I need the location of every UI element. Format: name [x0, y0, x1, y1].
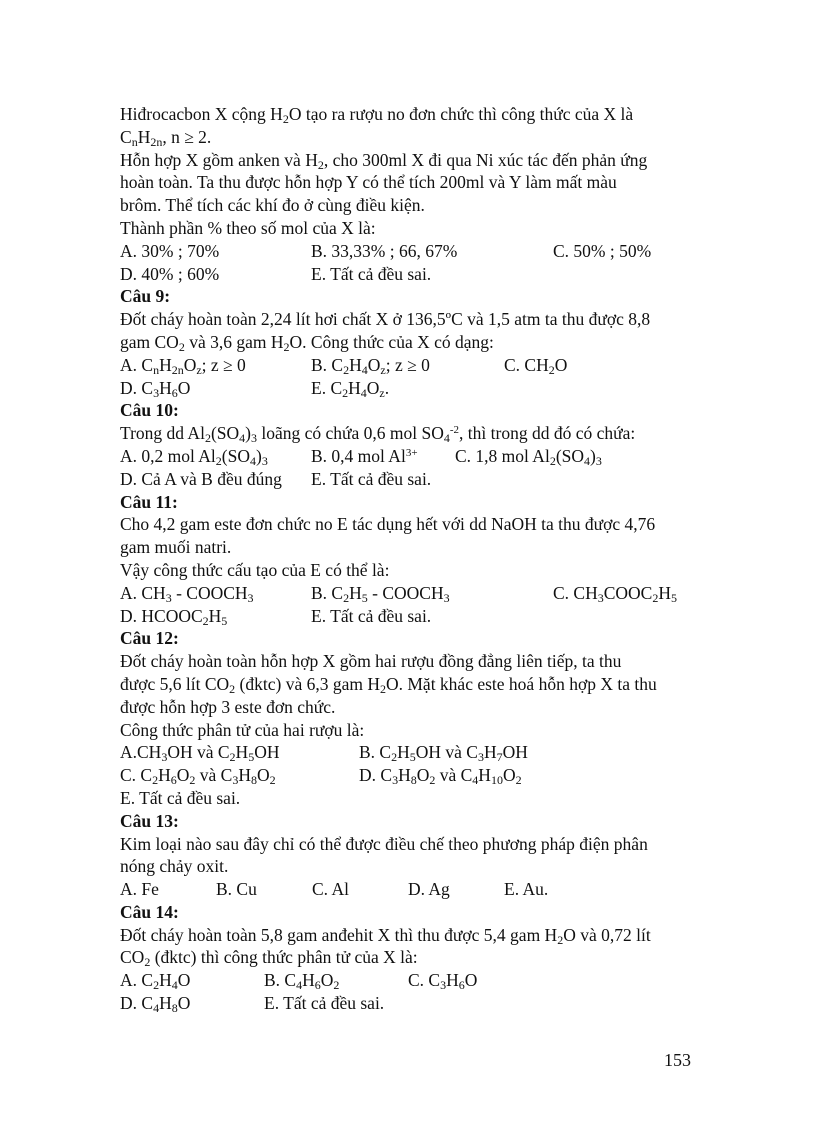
answer-option-b: B. $C_4H_6O_2$: [264, 970, 340, 993]
text-line: gam $CO_2$ và 3,6 gam $H_2O$. Công thức của X có dạng:: [120, 331, 494, 354]
answer-option-d: D. 40% ; 60%: [120, 263, 220, 284]
text-line: gam muối natri.: [120, 537, 232, 558]
answer-option-c: C. $CH_2O$: [504, 354, 568, 377]
text-line: brôm. Thể tích các khí đo ở cùng điều kiện.: [120, 195, 425, 216]
answer-row: [120, 741, 710, 764]
question-title: Câu 10:: [120, 400, 179, 421]
page-number: 153: [664, 1050, 691, 1070]
answer-option-b: B. $C_2H_5OH$ và $C_3H_7OH$: [359, 742, 528, 765]
text-line: $C_nH_{2n}$, n ≥ 2.: [120, 126, 212, 149]
answer-row: [120, 969, 710, 992]
answer-row: [120, 764, 710, 787]
question-title: Câu 11:: [120, 491, 178, 512]
question-title: Câu 9:: [120, 286, 171, 307]
answer-option-d: D. Ag: [408, 879, 450, 900]
text-line: Cho 4,2 gam este đơn chức no E tác dụng hết với dd NaOH ta thu được 4,76: [120, 514, 656, 535]
text-line: Trong dd $Al_2(SO_4)_3$ loãng có chứa 0,6 mol $SO_4^{-2}$, thì trong dd đó có chứa:: [120, 423, 636, 446]
text-line: được hỗn hợp 3 este đơn chức.: [120, 696, 336, 717]
text-line: Đốt cháy hoàn toàn hỗn hợp X gồm hai rượu đồng đẳng liên tiếp, ta thu: [120, 651, 622, 672]
question-title: Câu 14:: [120, 901, 179, 922]
text-line: Công thức phân tử của hai rượu là:: [120, 719, 365, 740]
question-title: Câu 12:: [120, 628, 179, 649]
answer-option-a: $A.CH_3OH$ và $C_2H_5OH$: [120, 742, 280, 765]
answer-option-e: E. Tất cả đều sai.: [120, 787, 241, 808]
answer-option-c: C. 1,8 mol $Al_2(SO_4)_3$: [455, 445, 602, 468]
answer-option-c: C. $C_3H_6O$: [408, 970, 478, 993]
answer-row: [120, 787, 710, 810]
answer-option-d: D. $C_3H_8O_2$ và $C_4H_{10}O_2$: [359, 765, 522, 788]
text-line: được 5,6 lít $CO_2$ (đktc) và 6,3 gam $H_2O$. Mặt khác este hoá hỗn hợp X ta thu: [120, 673, 657, 696]
answer-row: [120, 445, 710, 468]
text-line: Kim loại nào sau đây chỉ có thể được điều chế theo phương pháp điện phân: [120, 833, 648, 854]
answer-option-e: E. Tất cả đều sai.: [311, 605, 432, 626]
text-line: Vậy công thức cấu tạo của E có thể là:: [120, 559, 390, 580]
answer-option-d: D. $C_3H_6O$: [120, 377, 191, 400]
answer-option-a: A. Fe: [120, 879, 159, 900]
answer-option-d: D. $C_4H_8O$: [120, 993, 191, 1016]
answer-option-a: A. 0,2 mol $Al_2(SO_4)_3$: [120, 445, 268, 468]
answer-option-b: B. 33,33% ; 66, 67%: [311, 240, 458, 261]
answer-option-e: E. Au.: [504, 879, 549, 900]
answer-option-a: A. $CH_3$ - $COOCH_3$: [120, 582, 254, 605]
text-line: Hiđrocacbon X cộng $H_2O$ tạo ra rượu no đơn chức thì công thức của X là: [120, 104, 634, 126]
answer-row: [120, 240, 710, 263]
answer-row: [120, 605, 710, 628]
answer-option-a: A. $C_2H_4O$: [120, 970, 191, 993]
text-line: Thành phần % theo số mol của X là:: [120, 217, 376, 238]
answer-row: [120, 377, 710, 400]
answer-option-d: D. Cả A và B đều đúng: [120, 468, 282, 489]
answer-row: [120, 263, 710, 286]
answer-row: [120, 992, 710, 1015]
answer-option-c: C. 50% ; 50%: [553, 240, 652, 261]
answer-option-e: E. Tất cả đều sai.: [311, 468, 432, 489]
answer-option-e: E. $C_2H_4O_z$.: [311, 377, 390, 400]
text-line: Hỗn hợp X gồm anken và $H_2$, cho 300ml X đi qua Ni xúc tác đến phản ứng: [120, 149, 648, 172]
text-line: hoàn toàn. Ta thu được hỗn hợp Y có thể tích 200ml và Y làm mất màu: [120, 172, 617, 193]
answer-option-a: A. $C_nH_{2n}O_z$; z ≥ 0: [120, 354, 246, 377]
answer-option-b: B. Cu: [216, 879, 257, 900]
question-title: Câu 13:: [120, 810, 179, 831]
answer-option-e: E. Tất cả đều sai.: [264, 993, 385, 1014]
text-line: Đốt cháy hoàn toàn 5,8 gam anđehit X thì thu được 5,4 gam $H_2O$ và 0,72 lít: [120, 924, 651, 947]
answer-row: [120, 878, 710, 901]
answer-row: [120, 468, 710, 491]
answer-option-b: B. $C_2H_4O_z$; z ≥ 0: [311, 354, 430, 377]
answer-option-b: B. $C_2H_5$ - $COOCH_3$: [311, 582, 450, 605]
text-line: $CO_2$ (đktc) thì công thức phân tử của X là:: [120, 947, 418, 970]
text-line: Đốt cháy hoàn toàn 2,24 lít hơi chất X ở 136,5ºC và 1,5 atm ta thu được 8,8: [120, 309, 651, 330]
answer-option-c: C. $CH_3COOC_2H_5$: [553, 582, 677, 605]
answer-row: [120, 354, 710, 377]
answer-option-c: C. $C_2H_6O_2$ và $C_3H_8O_2$: [120, 765, 276, 788]
answer-row: [120, 582, 710, 605]
answer-option-a: A. 30% ; 70%: [120, 240, 220, 261]
answer-option-c: C. Al: [312, 879, 349, 900]
answer-option-e: E. Tất cả đều sai.: [311, 263, 432, 284]
page-content: [120, 103, 710, 1015]
answer-option-b: B. 0,4 mol $Al^{3+}$: [311, 445, 418, 466]
text-line: nóng chảy oxit.: [120, 856, 229, 877]
answer-option-d: D. $HCOOC_2H_5$: [120, 605, 228, 628]
